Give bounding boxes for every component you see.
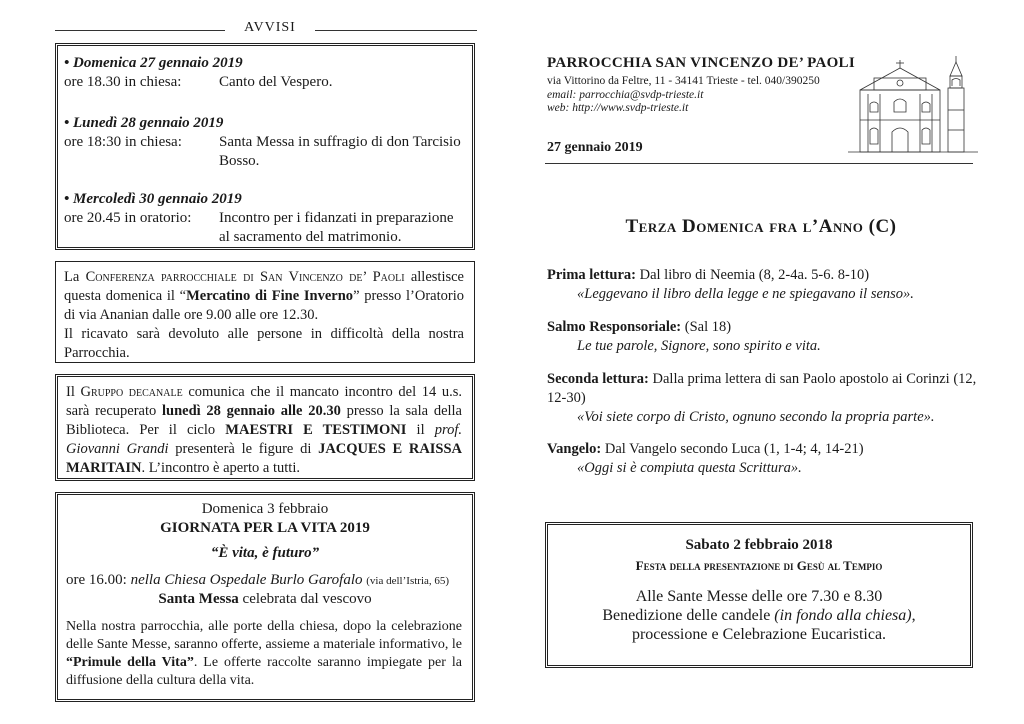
event-description: Santa Messa in suffragio di don Tarcisio Bosso. bbox=[219, 134, 461, 169]
vita-place: nella Chiesa Ospedale Burlo Garofalo bbox=[130, 572, 363, 588]
gruppo-box bbox=[55, 374, 475, 481]
section-title: AVVISI bbox=[230, 20, 310, 36]
text: celebrata dal vescovo bbox=[242, 591, 372, 607]
avvisi-rule-right bbox=[315, 30, 477, 31]
reading-quote: «Voi siete corpo di Cristo, ognuno secondo la propria parte». bbox=[577, 409, 935, 425]
feast-line-3: processione e Celebrazione Eucaristica. bbox=[631, 626, 887, 643]
text: Il bbox=[66, 384, 75, 400]
conferenza-paragraph bbox=[56, 262, 474, 325]
vita-motto: “È vita, è futuro” bbox=[210, 545, 320, 561]
text: . Le offerte raccolte saranno impiegate per la diffusione della cultura della vita. bbox=[66, 655, 462, 688]
event-heading: • Lunedì 28 gennaio 2019 bbox=[64, 115, 224, 131]
text: il bbox=[416, 422, 425, 438]
reading-2 bbox=[547, 318, 977, 356]
text: Benedizione delle candele bbox=[602, 607, 771, 624]
vita-box bbox=[55, 492, 475, 702]
reading-text: Dal libro di Neemia (8, 2-4a. 5-6. 8-10) bbox=[639, 267, 870, 283]
group-name: Gruppo decanale bbox=[80, 384, 183, 400]
conferenza-note: Il ricavato sarà devoluto alle persone in difficoltà della nostra Parrocchia. bbox=[64, 326, 464, 361]
feast-line-1: Alle Sante Messe delle ore 7.30 e 8.30 bbox=[635, 588, 883, 605]
event-time: ore 18:30 in chiesa: bbox=[64, 134, 182, 150]
vita-paragraph bbox=[58, 608, 472, 690]
header-rule bbox=[545, 163, 973, 164]
event-1 bbox=[58, 54, 472, 92]
reading-1 bbox=[547, 266, 977, 304]
event-name: Mercatino di Fine Inverno bbox=[186, 288, 354, 304]
parish-name: PARROCCHIA SAN VINCENZO DE’ PAOLI bbox=[547, 55, 855, 71]
vita-date: Domenica 3 febbraio bbox=[201, 501, 329, 517]
reading-label: Prima lettura: bbox=[547, 267, 636, 283]
mass-label: Santa Messa bbox=[158, 591, 239, 607]
event-time: ore 20.45 in oratorio: bbox=[64, 210, 192, 226]
parish-address: via Vittorino da Feltre, 11 - 34141 Trieste - tel. 040/390250 bbox=[547, 75, 820, 87]
church-illustration bbox=[848, 50, 978, 158]
reading-quote: Le tue parole, Signore, sono spirito e vita. bbox=[577, 338, 821, 354]
topic-name: JACQUES E RAISSA MARITAIN bbox=[66, 441, 463, 476]
conferenza-box bbox=[55, 261, 475, 363]
speaker-name: prof. Giovanni Grandi bbox=[66, 422, 462, 457]
text: . L’incontro è aperto a tutti. bbox=[141, 460, 300, 476]
reading-text: (Sal 18) bbox=[684, 319, 732, 335]
reading-3 bbox=[547, 370, 977, 427]
vita-celebration bbox=[58, 591, 472, 608]
avvisi-rule-left bbox=[55, 30, 225, 31]
event-description: Incontro per i fidanzati in preparazione al sacramento del matrimonio. bbox=[219, 210, 454, 245]
association-name: Conferenza parrocchiale di San Vincenzo de’ Paoli bbox=[85, 269, 405, 285]
events-box bbox=[55, 43, 475, 250]
reading-label: Seconda lettura: bbox=[547, 371, 649, 387]
feast-title: Festa della presentazione di Gesù al Tempio bbox=[635, 558, 883, 573]
location-note: (in fondo alla chiesa) bbox=[774, 607, 912, 624]
event-description: Canto del Vespero. bbox=[219, 74, 333, 90]
text: La bbox=[64, 269, 80, 285]
text: Nella nostra parrocchia, alle porte della chiesa, dopo la celebrazione delle Sante Messe, saranno offerte, assieme a materiale informativo, le bbox=[66, 619, 462, 652]
event-3 bbox=[58, 190, 472, 247]
feast-line-2 bbox=[548, 607, 970, 625]
text: allestisce questa domenica il “ bbox=[64, 269, 464, 304]
event-time: ore 18.30 in chiesa: bbox=[64, 74, 182, 90]
feast-box bbox=[545, 522, 973, 668]
sunday-title: Terza Domenica fra l’Anno (C) bbox=[625, 216, 897, 237]
text: comunica che il mancato incontro del 14 u.s. sarà recuperato bbox=[66, 384, 463, 419]
text: presenterà le figure di bbox=[175, 441, 312, 457]
vita-time: ore 16.00: bbox=[66, 572, 127, 588]
event-heading: • Domenica 27 gennaio 2019 bbox=[64, 55, 243, 71]
reading-label: Vangelo: bbox=[547, 441, 602, 457]
event-2 bbox=[58, 114, 472, 171]
text: , bbox=[911, 607, 916, 624]
vita-mass-line bbox=[58, 572, 472, 589]
gruppo-paragraph bbox=[58, 377, 472, 478]
bulletin-date: 27 gennaio 2019 bbox=[547, 140, 643, 155]
reading-text: Dal Vangelo secondo Luca (1, 1-4; 4, 14-21) bbox=[604, 441, 864, 457]
text: ” presso l’Oratorio di via Ananian dalle ore 9.00 alle ore 12.30. bbox=[64, 288, 464, 323]
parish-email: email: parrocchia@svdp-trieste.it bbox=[547, 89, 704, 101]
text: presso la sala della Biblioteca. Per il ciclo bbox=[66, 403, 462, 438]
parish-web: web: http://www.svdp-trieste.it bbox=[547, 102, 689, 114]
cycle-name: MAESTRI E TESTIMONI bbox=[225, 422, 407, 438]
vita-title: GIORNATA PER LA VITA 2019 bbox=[160, 520, 370, 536]
reading-label: Salmo Responsoriale: bbox=[547, 319, 682, 335]
event-heading: • Mercoledì 30 gennaio 2019 bbox=[64, 191, 242, 207]
vita-address: (via dell’Istria, 65) bbox=[366, 575, 450, 587]
meeting-date: lunedì 28 gennaio alle 20.30 bbox=[162, 403, 341, 419]
reading-quote: «Oggi si è compiuta questa Scrittura». bbox=[577, 460, 802, 476]
primule-label: “Primule della Vita” bbox=[66, 655, 194, 670]
feast-date: Sabato 2 febbraio 2018 bbox=[685, 537, 833, 553]
reading-4 bbox=[547, 440, 977, 478]
reading-text: Dalla prima lettera di san Paolo apostolo ai Corinzi (12, 12-30) bbox=[547, 371, 977, 406]
reading-quote: «Leggevano il libro della legge e ne spiegavano il senso». bbox=[577, 286, 914, 302]
